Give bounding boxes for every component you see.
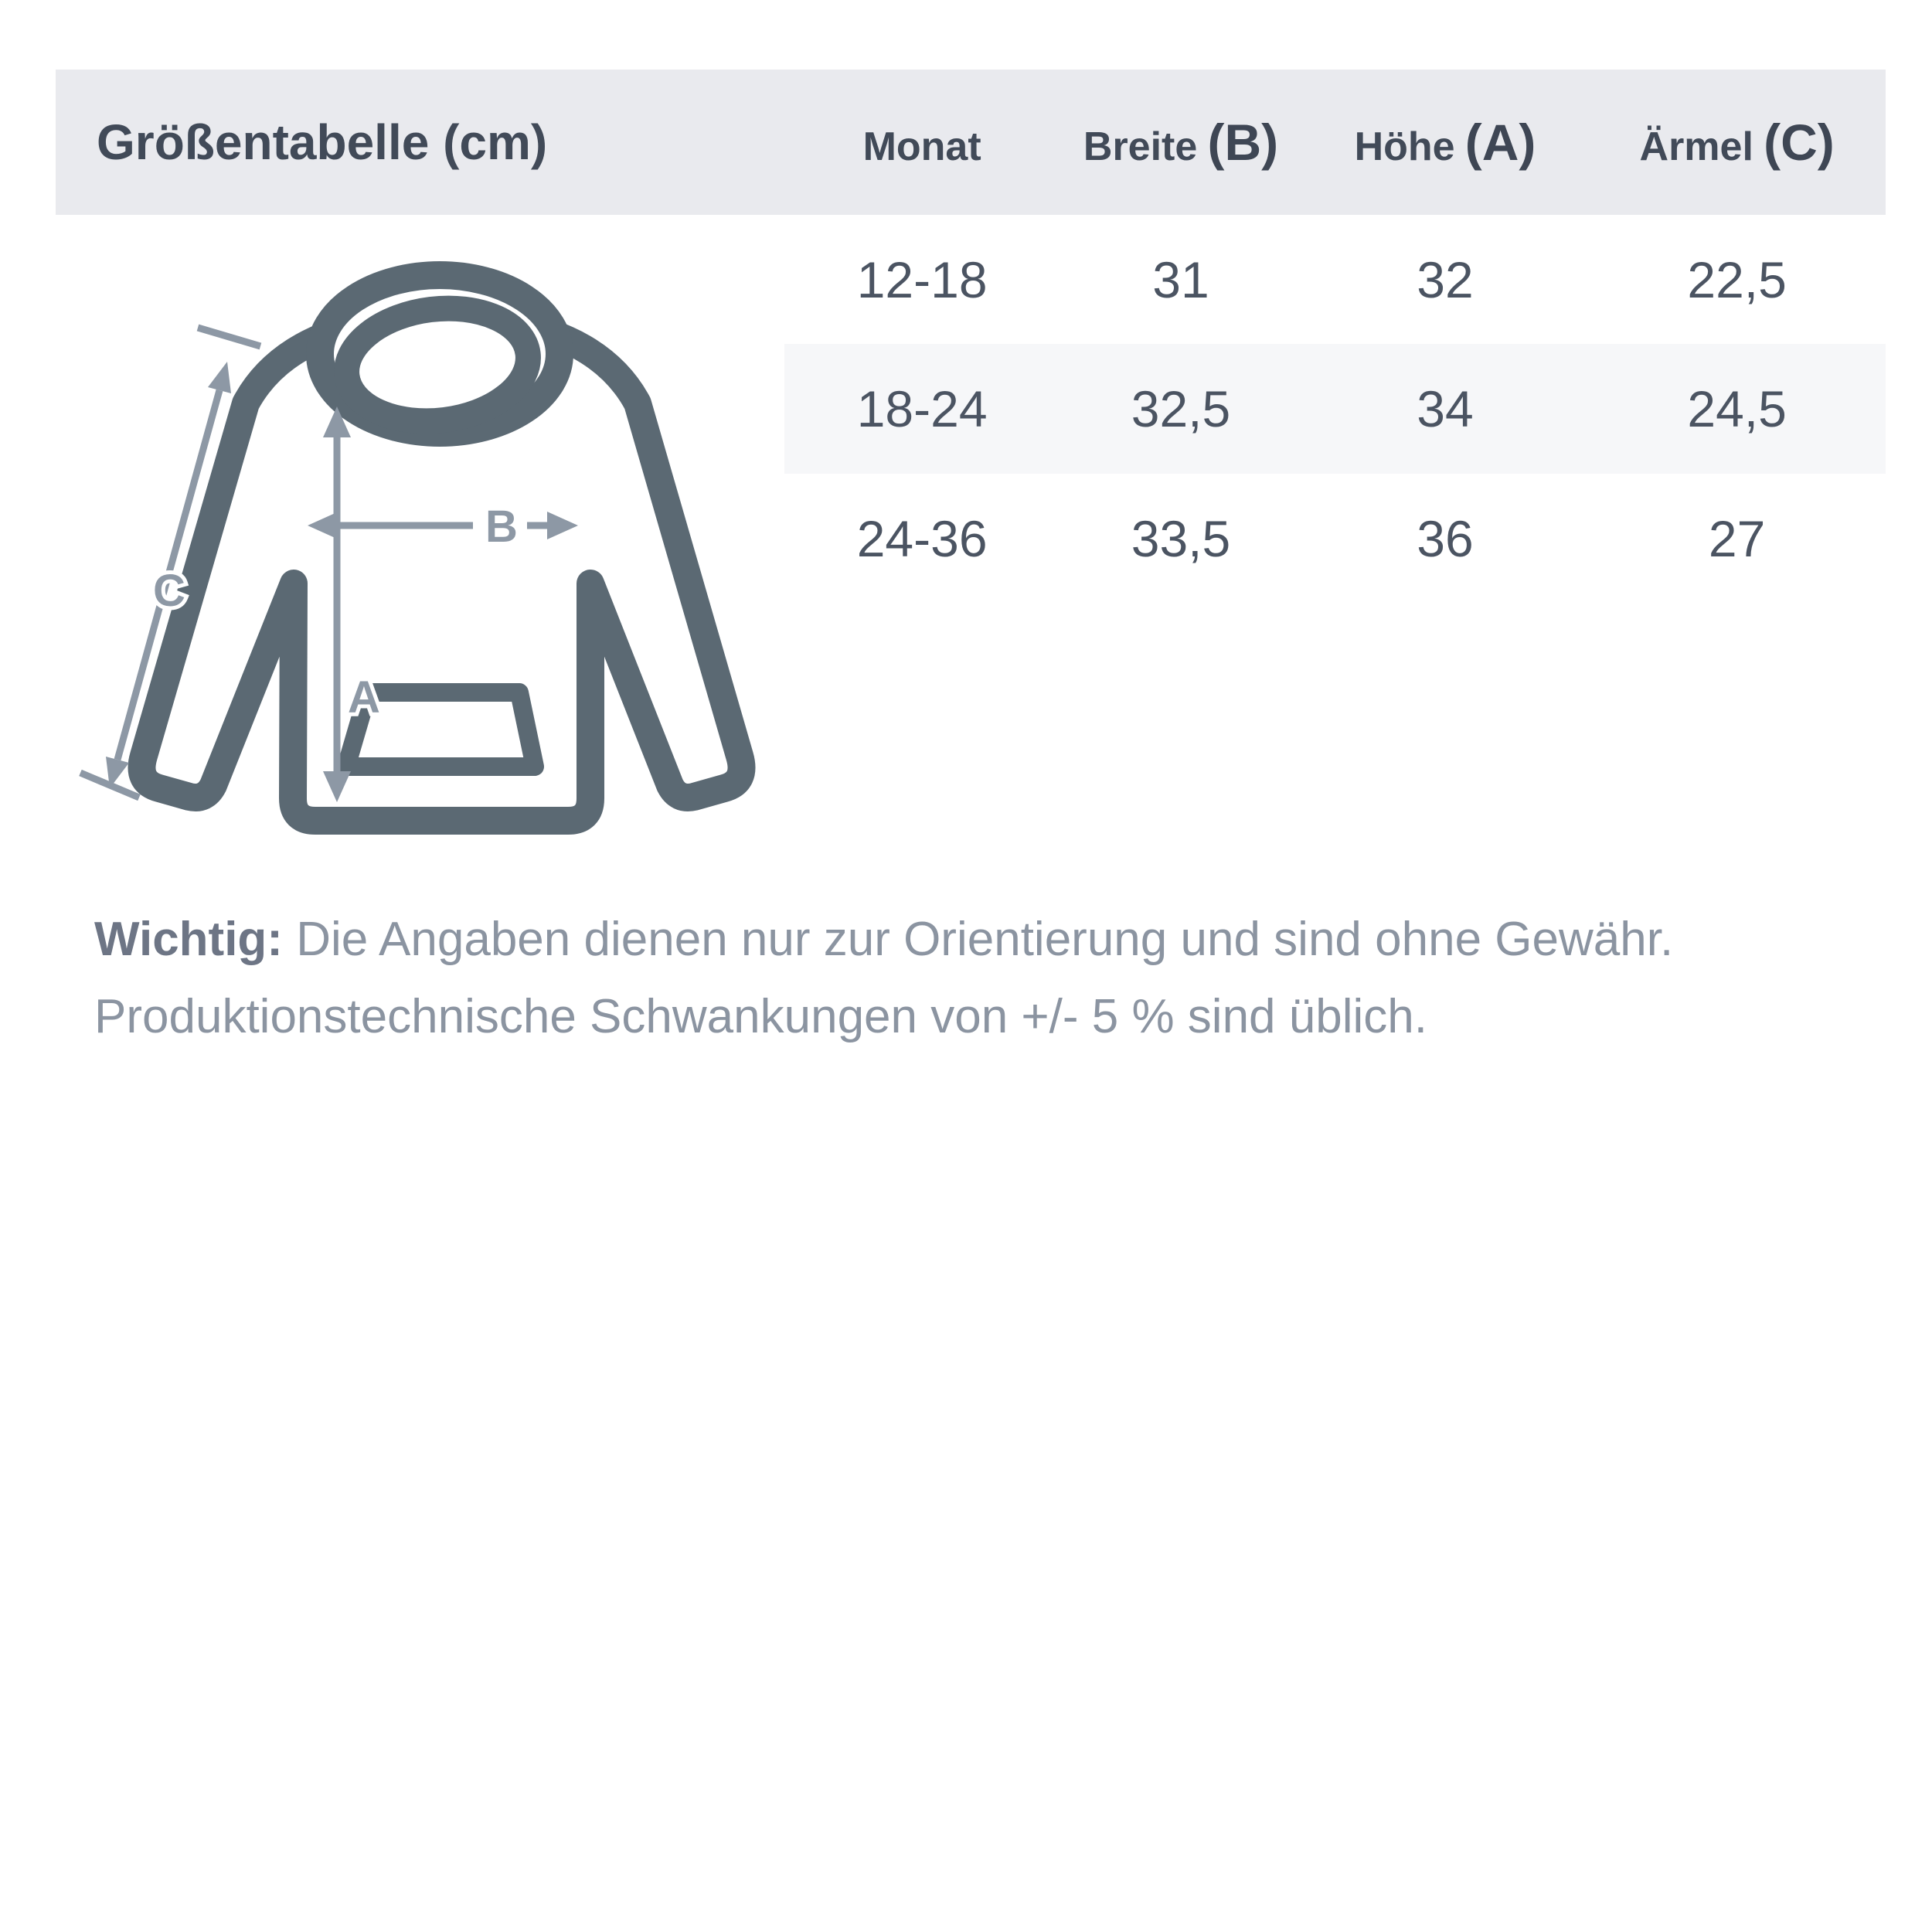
label-B: B [485, 502, 518, 552]
width-value: 33,5 [1131, 510, 1231, 567]
label-A: A [348, 672, 380, 723]
label-C: C [153, 566, 185, 616]
height-value: 32 [1417, 251, 1474, 308]
sleeve-value: 27 [1708, 510, 1766, 567]
sleeve-value: 22,5 [1687, 251, 1787, 308]
disclaimer-line-2: Produktionstechnische Schwankungen von +/- 5 % sind üblich. [94, 990, 1427, 1043]
hoodie-measurement-diagram [62, 193, 819, 842]
height-value: 34 [1417, 380, 1474, 437]
month-range-value: 24-36 [856, 510, 988, 567]
column-header-breite: Breite (B) [1083, 114, 1279, 171]
column-header-hoehe: Höhe (A) [1354, 114, 1536, 171]
table-row [784, 215, 1886, 345]
width-value: 31 [1152, 251, 1209, 308]
width-value: 32,5 [1131, 380, 1231, 437]
table-row [784, 474, 1886, 604]
hoodie-icon [62, 193, 819, 842]
column-header-aermel: Ärmel (C) [1639, 114, 1835, 171]
column-headers [784, 70, 1886, 215]
height-value: 36 [1417, 510, 1474, 567]
disclaimer-label: Wichtig: [94, 913, 283, 966]
page-title: Größentabelle (cm) [97, 114, 548, 170]
month-range-value: 12-18 [856, 251, 988, 308]
column-header-monat: Monat [862, 124, 981, 169]
disclaimer-line-1: Wichtig: Die Angaben dienen nur zur Orientierung und sind ohne Gewähr. [94, 913, 1674, 966]
table-row [784, 344, 1886, 474]
month-range-value: 18-24 [856, 380, 988, 437]
disclaimer-note [94, 901, 1856, 1056]
sleeve-value: 24,5 [1687, 380, 1787, 437]
